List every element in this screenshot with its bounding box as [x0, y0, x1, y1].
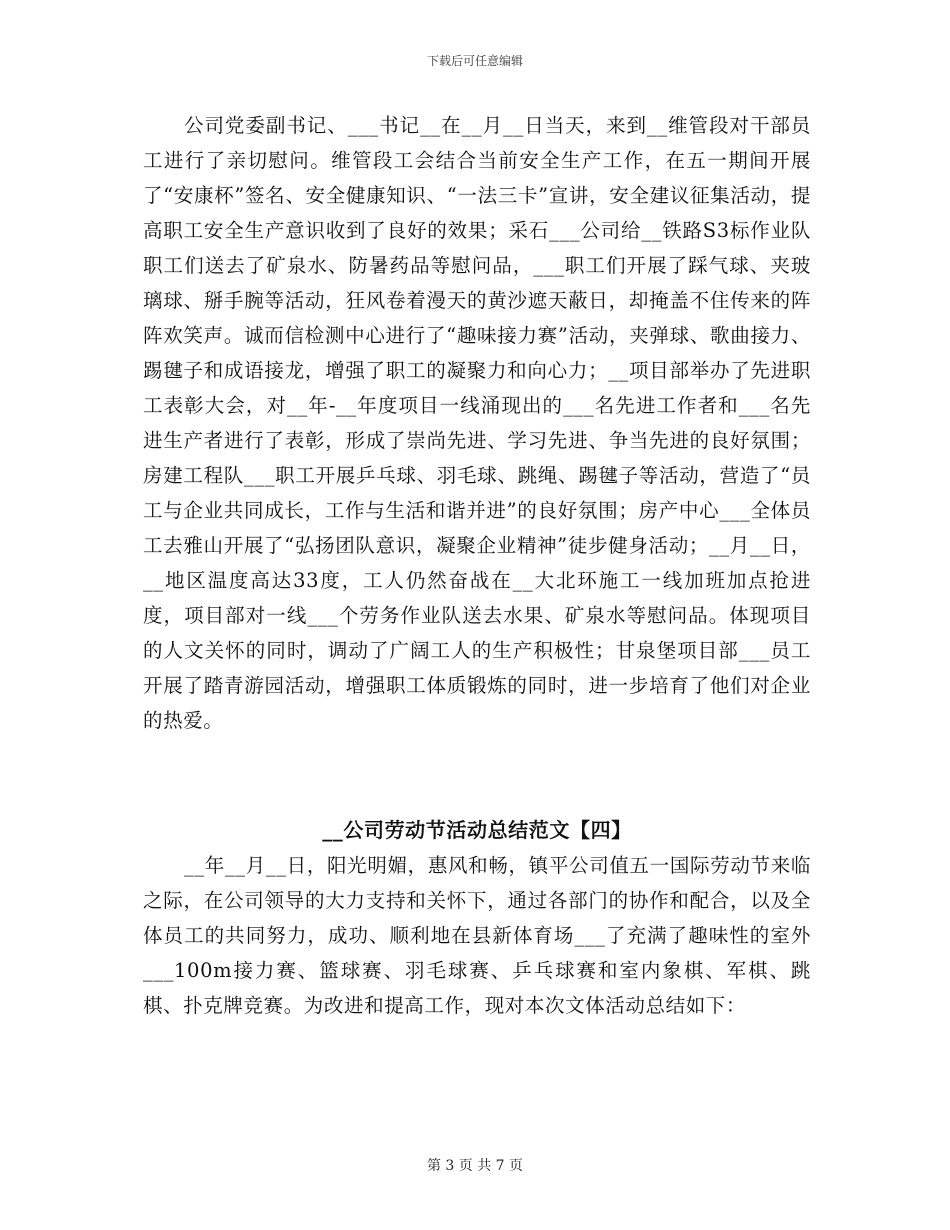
- page-footer: 第 3 页 共 7 页: [426, 1158, 524, 1174]
- section-heading: __公司劳动节活动总结范文【四】: [322, 818, 632, 842]
- paragraph-1: 公司党委副书记、___书记__在__月__日当天，来到__维管段对干部员工进行了亲切慰问。维管段工会结合当前安全生产工作，在五一期间开展了“安康杯”签名、安全健康知识、“一法三卡”宣讲，安全建议征集活动，提高职工安全生产意识收到了良好的效果；采石___公司给__铁路S3标作业队职工们送去了矿泉水、防暑药品等慰问品，___职工们开展了踩气球、夹玻璃球、掰手腕等活动，狂风卷着漫天的黄沙遮天蔽日，却掩盖不住传来的阵阵欢笑声。诚而信检测中心进行了“趣味接力赛”活动，夹弹球、歌曲接力、踢毽子和成语接龙，增强了职工的凝聚力和向心力；__项目部举办了先进职工表彰大会，对__年-__年度项目一线涌现出的___名先进工作者和___名先进生产者进行了表彰，形成了崇尚先进、学习先进、争当先进的良好氛围；房建工程队___职工开展乒乓球、羽毛球、跳绳、踢毽子等活动，营造了“员工与企业共同成长，工作与生活和谐并进”的良好氛围；房产中心___全体员工去雅山开展了“弘扬团队意识，凝聚企业精神”徒步健身活动；__月__日，__地区温度高达33度，工人仍然奋战在__大北环施工一线加班加点抢进度，项目部对一线___个劳务作业队送去水果、矿泉水等慰问品。体现项目的人文关怀的同时，调动了广阔工人的生产积极性；甘泉堡项目部___员工开展了踏青游园活动，增强职工体质锻炼的同时，进一步培育了他们对企业的热爱。: [143, 114, 811, 732]
- paragraph-2: __年__月__日，阳光明媚，惠风和畅，镇平公司值五一国际劳动节来临之际，在公司领导的大力支持和关怀下，通过各部门的协作和配合，以及全体员工的共同努力，成功、顺利地在县新体育场___了充满了趣味性的室外___100m接力赛、篮球赛、羽毛球赛、乒乓球赛和室内象棋、军棋、跳棋、扑克牌竞赛。为改进和提高工作，现对本次文体活动总结如下：: [143, 854, 811, 1017]
- page-header: 下载后可任意编辑: [426, 54, 523, 68]
